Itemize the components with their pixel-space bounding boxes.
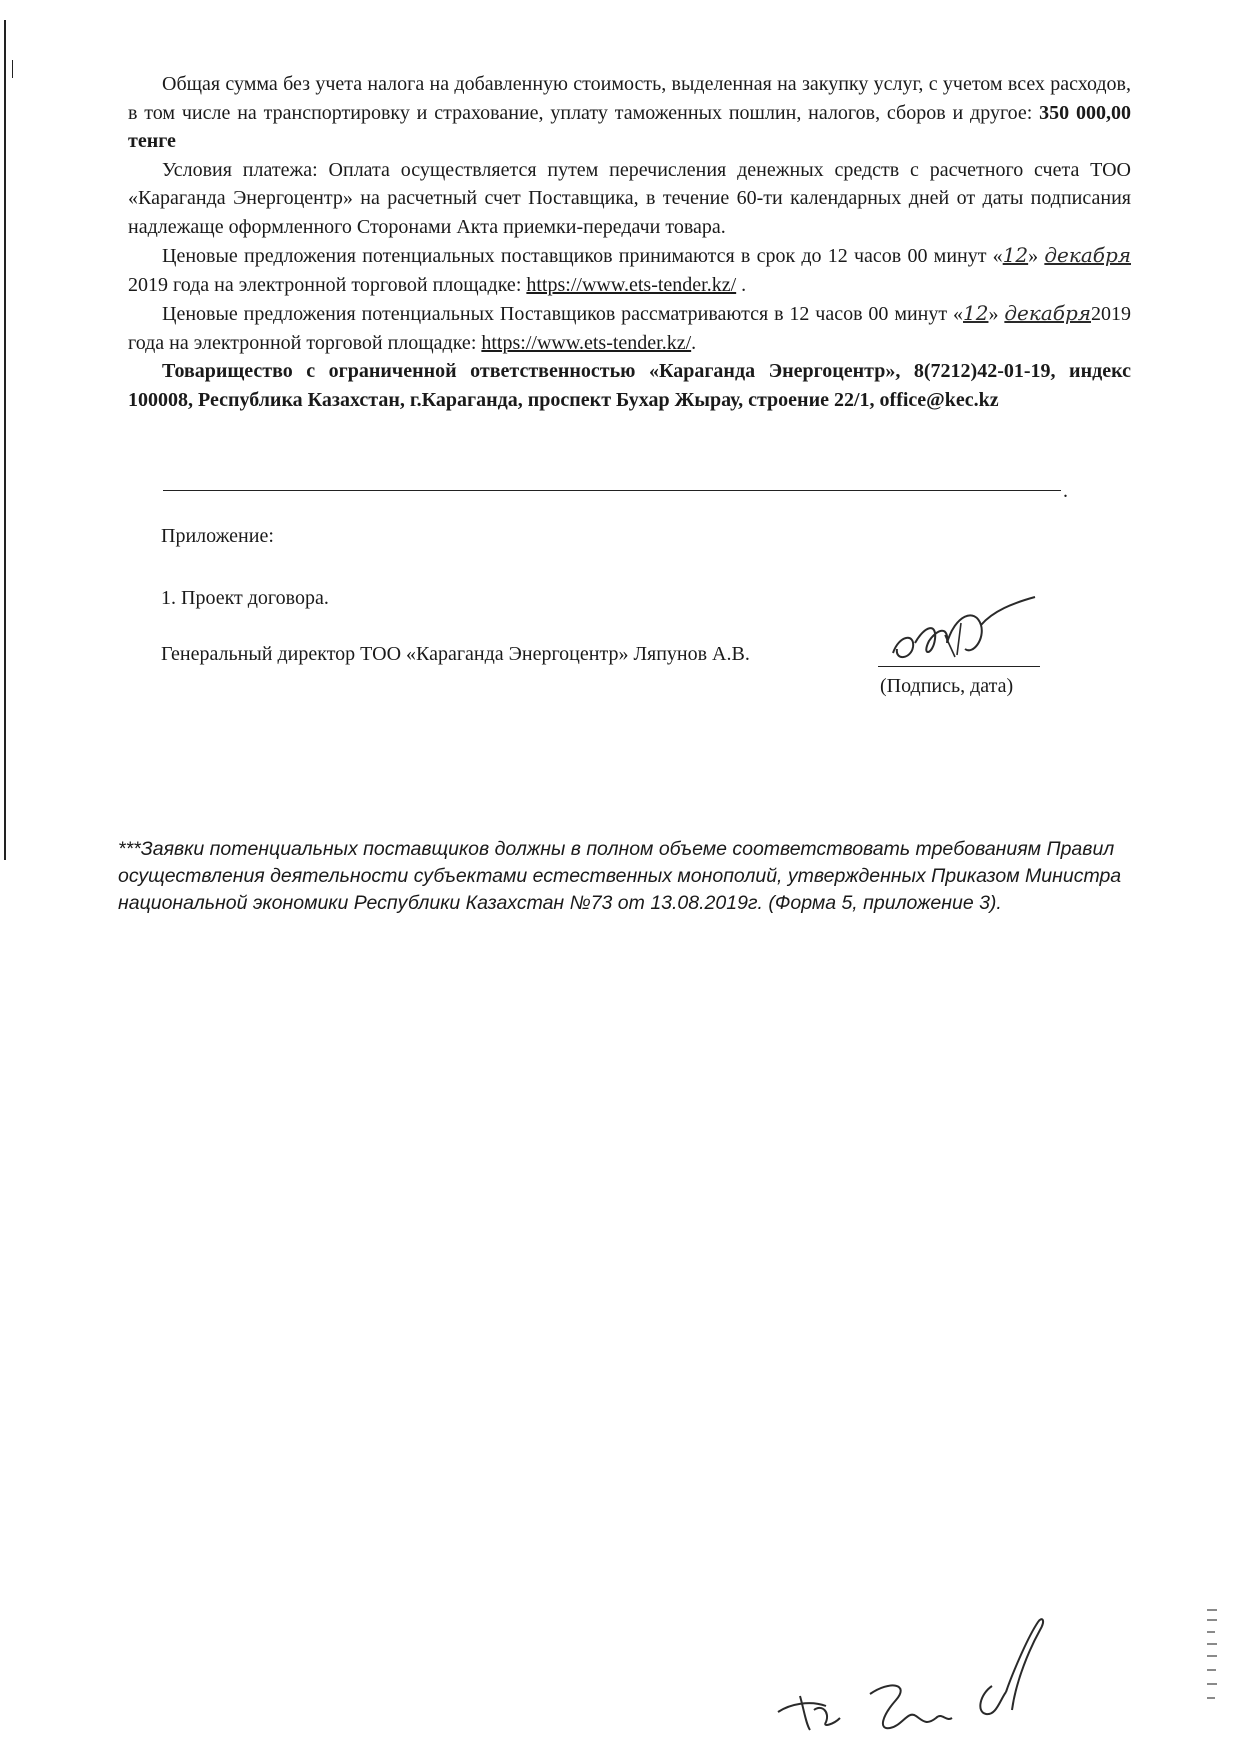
handwritten-month: декабря: [1044, 243, 1131, 267]
ets-tender-link[interactable]: https://www.ets-tender.kz/: [526, 273, 737, 296]
handwritten-month: декабря: [1004, 301, 1091, 325]
review-text: .: [691, 331, 697, 354]
review-text: Ценовые предложения потенциальных Поставщиков рассматриваются в 12 часов 00 минут «: [162, 303, 964, 325]
total-amount-intro: Общая сумма без учета налога на добавленную стоимость, выделенная на закупку услуг, с учетом всех расходов, в том числе на транспортировку и страхование, уплату таможенных пошлин, налогов, сборов и другое:: [128, 73, 1131, 124]
page-initials-signatures: [770, 1600, 1070, 1740]
submission-deadline-paragraph: [128, 241, 1131, 299]
total-amount-paragraph: [128, 70, 1131, 156]
company-contact-paragraph: Товарищество с ограниченной ответственностью «Караганда Энергоцентр», 8(7212)42-01-19, индекс 100008, Республика Казахстан, г.Караганда, проспект Бухар Жырау, строение 22/1, office@kec.kz: [128, 360, 1131, 411]
payment-terms-paragraph: Условия платежа: Оплата осуществляется путем перечисления денежных средств с расчетного счета ТОО «Карагандa Энергоцентр» на расчетный счет Поставщика, в течение 60-ти календарных дней от даты подписания надлежаще оформленного Сторонами Акта приемки-передачи товара.: [128, 158, 1131, 238]
requirements-footnote: ***Заявки потенциальных поставщиков должны в полном объеме соответствовать требованиям Правил осуществления деятельности субъектами естественных монополий, утвержденных Приказом Министра национальной экономики Республики Казахстан №73 от 13.08.2019г. (Форма 5, приложение 3).: [118, 838, 1122, 914]
signature-caption: (Подпись, дата): [880, 675, 1014, 697]
separator-line: [163, 490, 1061, 491]
review-text: 2019 года на электронной торговой площадке:: [128, 303, 1131, 354]
handwritten-day: 12: [1002, 243, 1029, 267]
deadline-text: »: [1028, 245, 1045, 267]
total-amount-value: 350 000,00 тенге: [128, 101, 1132, 152]
scan-edge-mark: [12, 60, 13, 78]
review-date-paragraph: [128, 299, 1131, 357]
deadline-text: Ценовые предложения потенциальных поставщиков принимаются в срок до 12 часов 00 минут «: [162, 245, 1003, 267]
scan-edge-mark: [4, 20, 6, 860]
director-signature: [885, 595, 1045, 675]
document-body: [128, 70, 1131, 414]
director-line: Генеральный директор ТОО «Караганда Энергоцентр» Ляпунов А.В.: [161, 643, 750, 665]
appendix-item: 1. Проект договора.: [161, 587, 329, 609]
appendix-label: Приложение:: [161, 525, 274, 547]
handwritten-day: 12: [963, 301, 989, 325]
deadline-text: 2019 года на электронной торговой площадке:: [128, 273, 527, 296]
review-text: »: [988, 303, 1005, 325]
scan-edge-marks: [1205, 1600, 1219, 1720]
ets-tender-link[interactable]: https://www.ets-tender.kz/: [481, 331, 692, 354]
deadline-text: .: [736, 273, 747, 296]
separator-dot: .: [1063, 480, 1068, 502]
